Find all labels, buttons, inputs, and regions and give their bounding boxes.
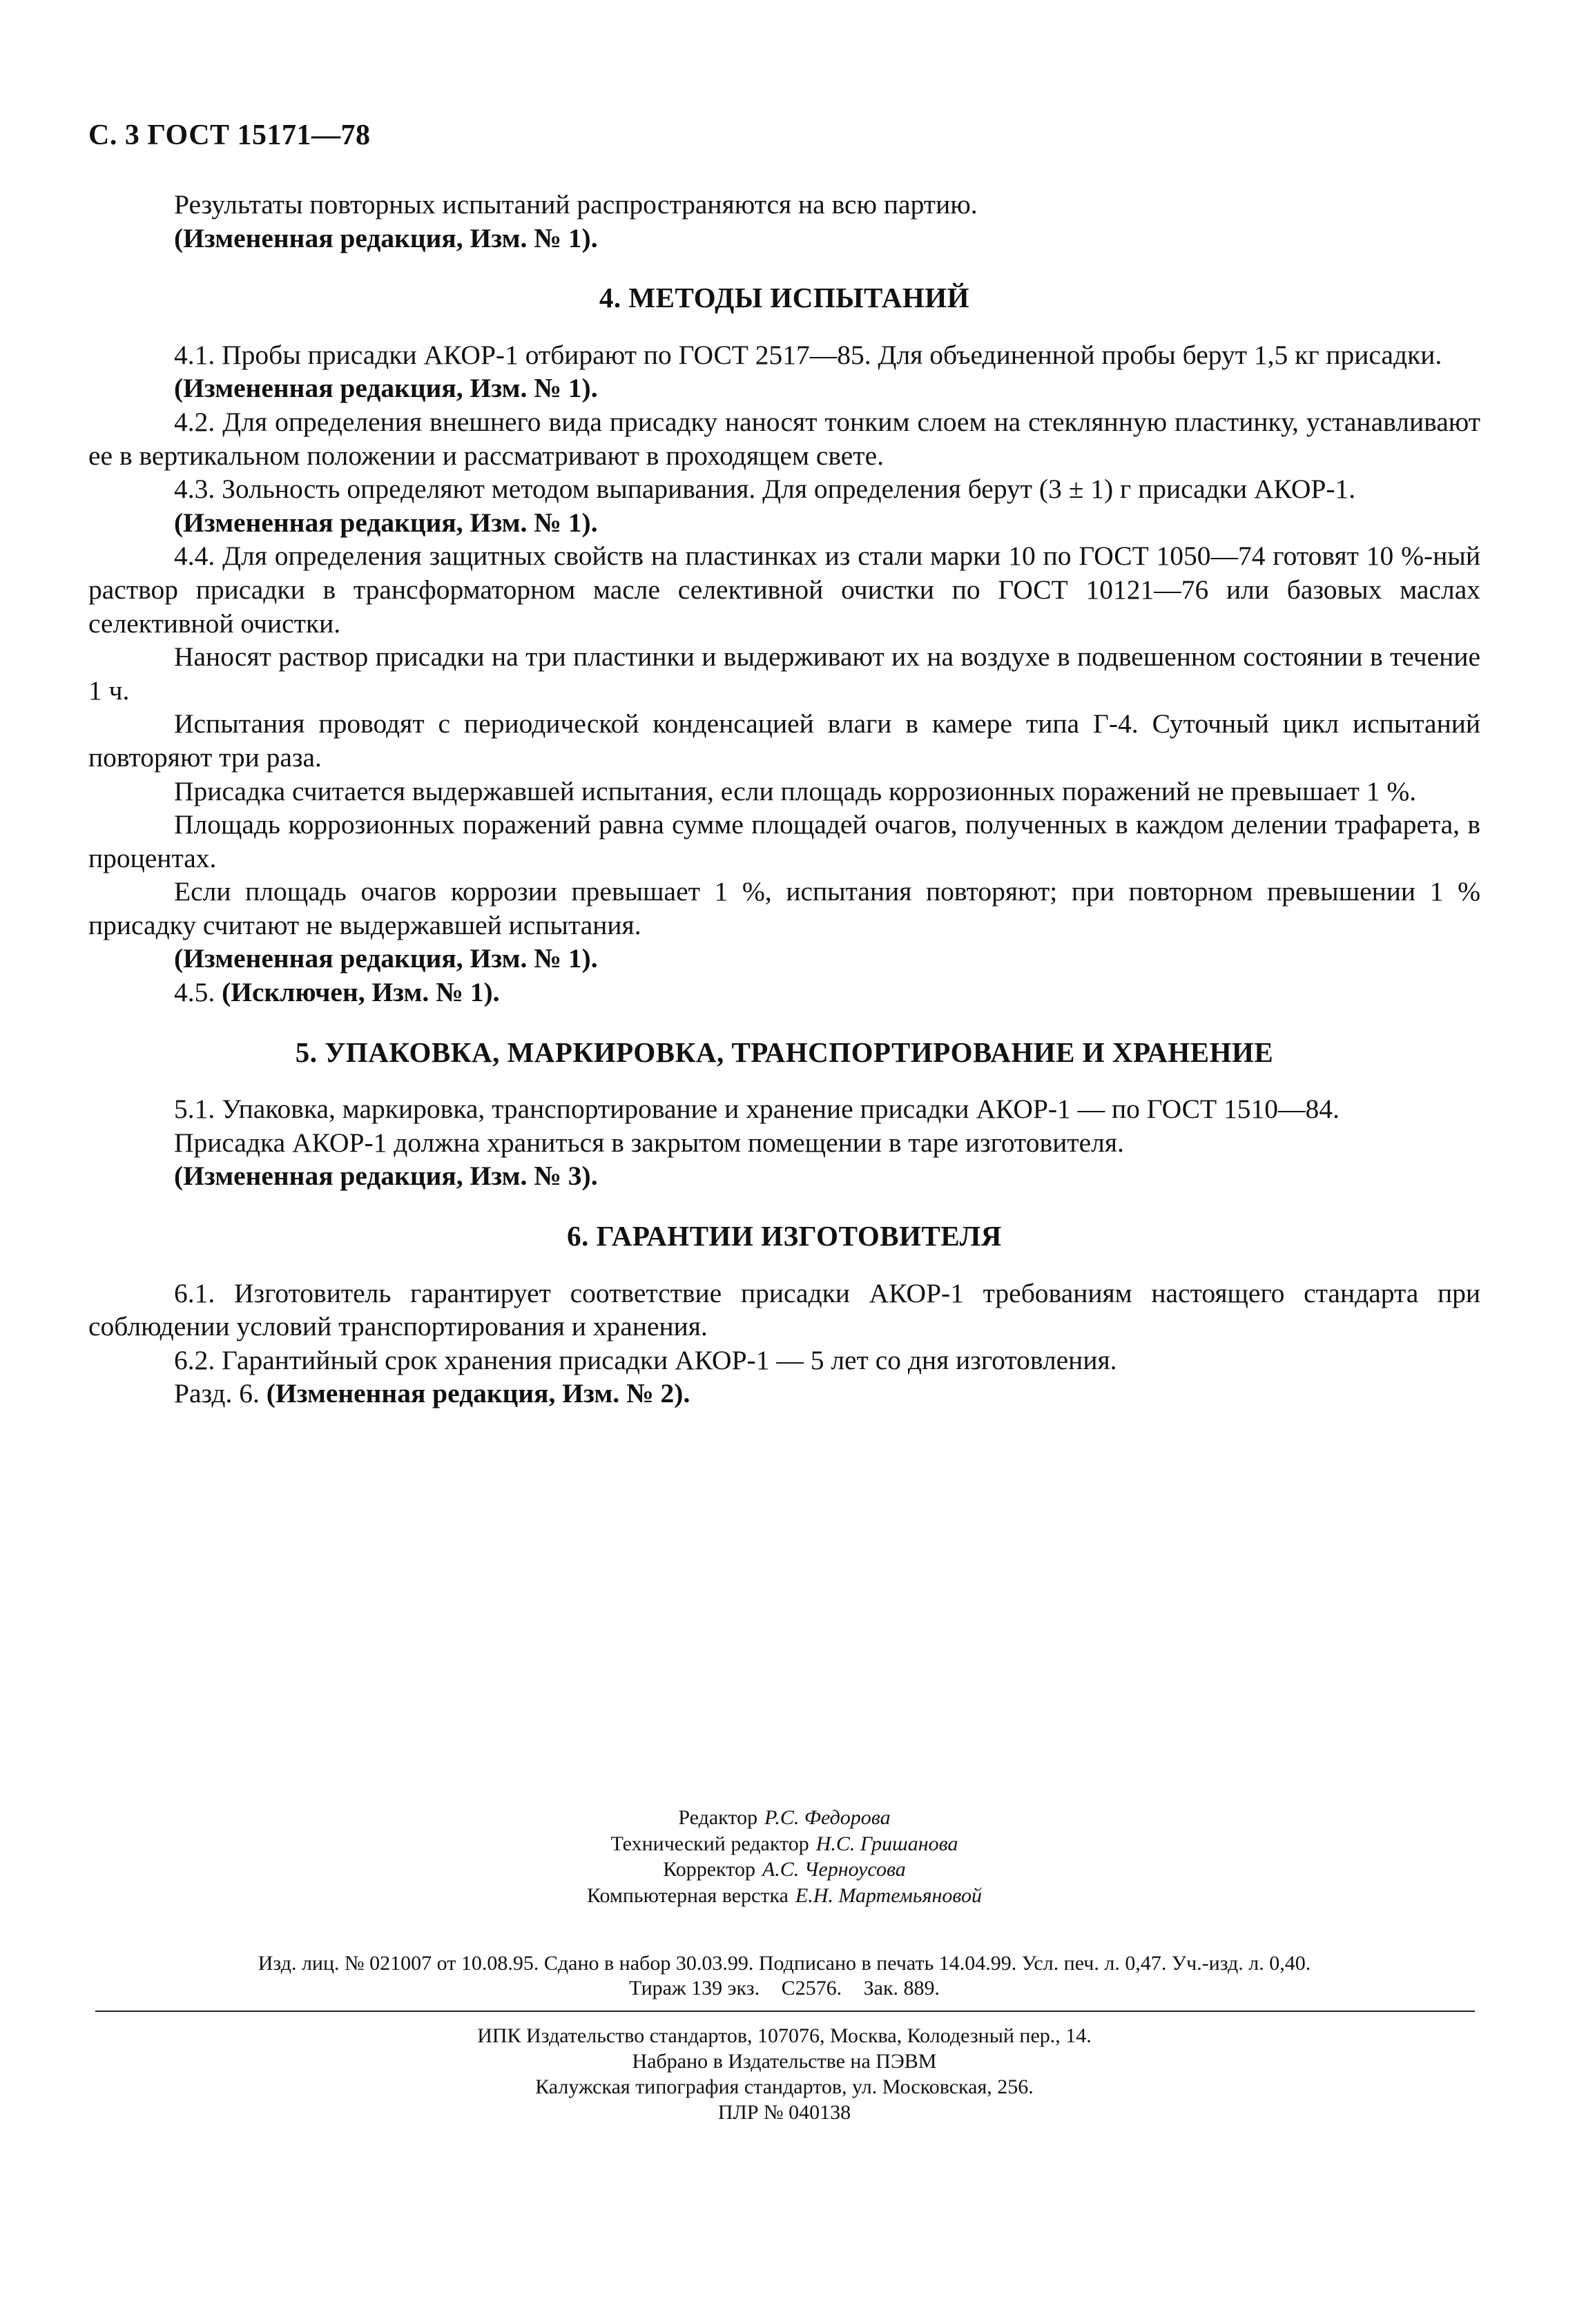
imprint-code: С2576. (781, 1977, 842, 1999)
body-paragraph: Присадка считается выдержавшей испытания, если площадь коррозионных поражений не превышает 1 %. (174, 775, 1417, 806)
amendment-note (88, 1377, 1480, 1411)
section-gap (88, 1253, 1480, 1277)
note-text: (Измененная редакция, Изм. № 3). (174, 1161, 598, 1192)
credit-line (88, 1857, 1480, 1883)
body-paragraph: Наносят раствор присадки на три пластинки и выдерживают их на воздухе в подвешенном состоянии в течение 1 ч. (88, 641, 1480, 706)
amendment-note (88, 506, 1480, 540)
amendment-note (88, 942, 1480, 976)
note-prefix: Разд. 6. (174, 1378, 267, 1409)
note-text: (Измененная редакция, Изм. № 1). (174, 373, 598, 404)
credit-line (88, 1831, 1480, 1857)
body-paragraph: Присадка АКОР-1 должна храниться в закрытом помещении в таре изготовителя. (174, 1127, 1124, 1158)
section-heading: 5. УПАКОВКА, МАРКИРОВКА, ТРАНСПОРТИРОВАНИЕ И ХРАНЕНИЕ (295, 1036, 1274, 1068)
body-paragraph: 4.4. Для определения защитных свойств на пластинках из стали марки 10 по ГОСТ 1050—74 готовят 10 %-ный раствор присадки в трансформаторном масле селективной очистки по ГОСТ 10121—76 или базовых маслах селективной очистки. (88, 541, 1480, 639)
credit-role: Технический редактор (610, 1832, 809, 1855)
publisher-line: Набрано в Издательстве на ПЭВМ (632, 2050, 937, 2073)
body-paragraph: 6.2. Гарантийный срок хранения присадки АКОР-1 — 5 лет со дня изготовления. (174, 1344, 1117, 1375)
body-paragraph: 6.1. Изготовитель гарантирует соответствие присадки АКОР-1 требованиям настоящего стандарта при соблюдении условий транспортирования и хранения. (88, 1277, 1480, 1342)
note-text: (Измененная редакция, Изм. № 1). (174, 222, 598, 253)
divider-rule (95, 2011, 1475, 2012)
note-prefix: 4.5. (174, 977, 222, 1008)
credit-role: Редактор (678, 1806, 758, 1829)
credit-role: Корректор (663, 1858, 755, 1881)
body-paragraph: 4.1. Пробы присадки АКОР-1 отбирают по ГОСТ 2517—85. Для объединенной пробы берут 1,5 кг присадки. (174, 339, 1442, 370)
publisher-line: ПЛР № 040138 (717, 2101, 851, 2124)
amendment-note (88, 1159, 1480, 1193)
credit-name: Н.С. Гришанова (815, 1832, 958, 1855)
credits-block (88, 1805, 1480, 1908)
body-paragraph: Если площадь очагов коррозии превышает 1 %, испытания повторяют; при повторном превышении 1 % присадку считают не выдержавшей испытания. (88, 876, 1480, 940)
section-gap (88, 1009, 1480, 1036)
section-gap (88, 1069, 1480, 1092)
publisher-line: ИПК Издательство стандартов, 107076, Москва, Колодезный пер., 14. (477, 2024, 1092, 2047)
credit-name: Е.Н. Мартемьяновой (795, 1884, 983, 1907)
publisher-line: Калужская типография стандартов, ул. Московская, 256. (535, 2075, 1034, 2098)
section-gap (88, 315, 1480, 338)
section-gap (88, 255, 1480, 281)
note-text: (Измененная редакция, Изм. № 1). (174, 507, 598, 538)
body-paragraph: Испытания проводят с периодической конденсацией влаги в камере типа Г-4. Суточный цикл испытаний повторяют три раза. (88, 708, 1480, 773)
credit-name: А.С. Черноусова (762, 1858, 906, 1881)
credit-name: Р.С. Федорова (764, 1806, 891, 1829)
section-heading: 6. ГАРАНТИИ ИЗГОТОВИТЕЛЯ (567, 1220, 1002, 1252)
credit-line (88, 1883, 1480, 1909)
imprint-run: Тираж 139 экз. (628, 1977, 760, 1999)
body-paragraph: 4.3. Зольность определяют методом выпаривания. Для определения берут (3 ± 1) г присадки АКОР-1. (174, 474, 1356, 505)
body-paragraph: 5.1. Упаковка, маркировка, транспортирование и хранение присадки АКОР-1 — по ГОСТ 1510—84. (174, 1094, 1340, 1125)
credit-line (88, 1805, 1480, 1831)
amendment-note (88, 222, 1480, 255)
credit-role: Компьютерная верстка (586, 1884, 789, 1907)
section-gap (88, 1193, 1480, 1219)
amendment-note (88, 976, 1480, 1009)
imprint-run-line (88, 1976, 1480, 2001)
publisher-block (88, 2023, 1480, 2125)
body-paragraph: Площадь коррозионных поражений равна сумме площадей очагов, полученных в каждом делении трафарета, в процентах. (88, 809, 1480, 873)
note-text: (Измененная редакция, Изм. № 1). (174, 943, 598, 974)
note-text: (Исключен, Изм. № 1). (222, 977, 500, 1008)
page-header: С. 3 ГОСТ 15171—78 (88, 119, 371, 151)
note-text: (Измененная редакция, Изм. № 2). (266, 1378, 690, 1409)
section-heading: 4. МЕТОДЫ ИСПЫТАНИЙ (599, 282, 970, 314)
imprint-block (88, 1951, 1480, 2001)
body-paragraph: Результаты повторных испытаний распространяются на всю партию. (174, 189, 978, 220)
document-body (88, 188, 1480, 1411)
imprint-order: Зак. 889. (863, 1977, 940, 1999)
amendment-note (88, 371, 1480, 405)
imprint-line: Изд. лиц. № 021007 от 10.08.95. Сдано в набор 30.03.99. Подписано в печать 14.04.99. Усл. печ. л. 0,47. Уч.-изд. л. 0,40. (258, 1952, 1311, 1975)
body-paragraph: 4.2. Для определения внешнего вида присадку наносят тонким слоем на стеклянную пластинку, устанавливают ее в вертикальном положении и рассматривают в проходящем свете. (88, 406, 1480, 471)
